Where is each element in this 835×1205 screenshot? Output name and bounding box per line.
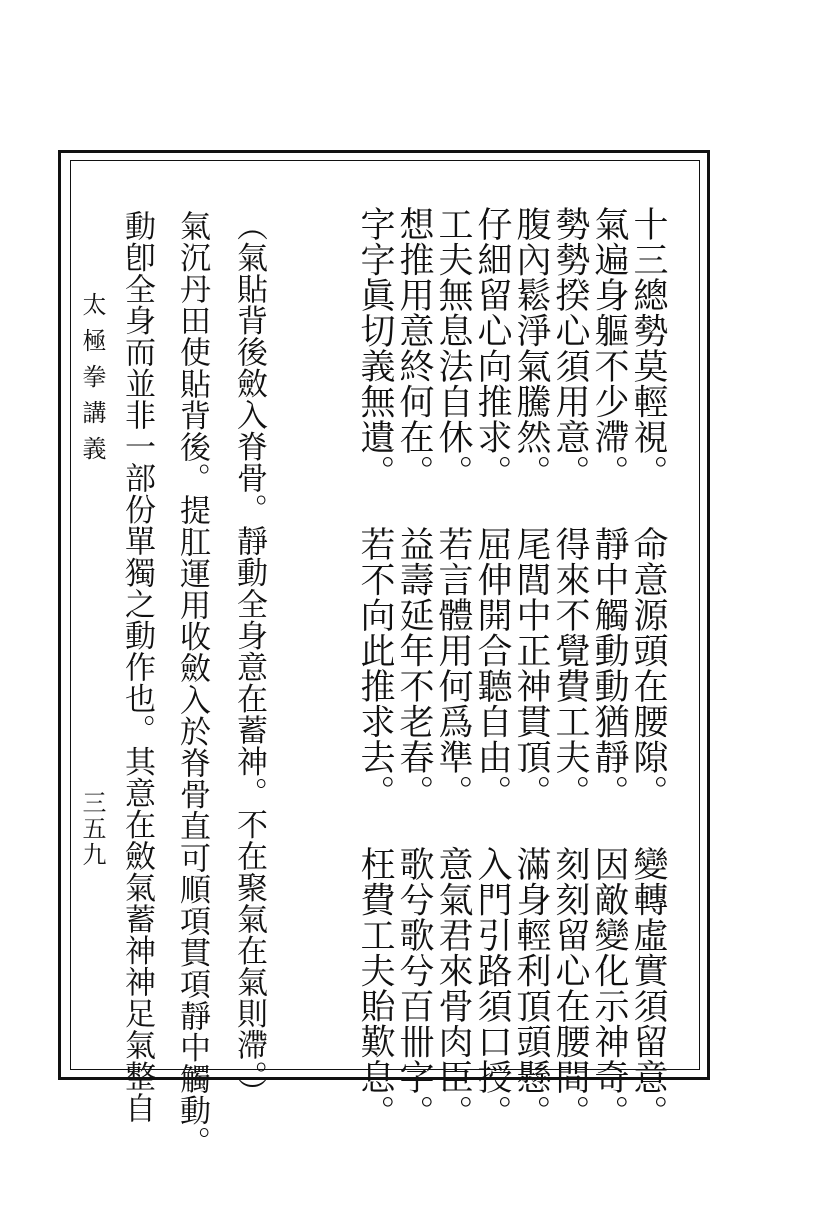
verse-column-6 <box>433 206 473 1130</box>
verse-column-1 <box>628 206 668 1130</box>
verse-2-2: 靜中觸動動猶靜。 <box>589 526 629 810</box>
verse-3-1: 勢勢揆心須用意。 <box>550 206 590 490</box>
verse-column-2 <box>589 206 629 1130</box>
verse-8-1: 字字眞切義無遺。 <box>355 206 395 490</box>
verse-2-3: 因敵變化示神奇。 <box>589 846 629 1130</box>
verse-column-8 <box>355 206 395 1130</box>
verse-7-2: 益壽延年不老春。 <box>394 526 434 810</box>
verse-4-1: 腹內鬆淨氣騰然。 <box>511 206 551 490</box>
verse-2-1: 氣遍身軀不少滯。 <box>589 206 629 490</box>
verse-1-3: 變轉虛實須留意。 <box>628 846 668 1130</box>
commentary-column-1: （氣貼背後斂入脊骨。靜動全身意在蓄神。不在聚氣在氣則滯。） <box>231 210 267 1108</box>
book-title: 太極拳講義 <box>78 292 106 472</box>
verse-5-3: 入門引路須口授。 <box>472 846 512 1130</box>
verse-column-4 <box>511 206 551 1130</box>
verse-8-2: 若不向此推求去。 <box>355 526 395 810</box>
verse-8-3: 枉費工夫貽歎息。 <box>355 846 395 1130</box>
verse-column-7 <box>394 206 434 1130</box>
verse-7-1: 想推用意終何在。 <box>394 206 434 490</box>
verse-6-1: 工夫無息法自休。 <box>433 206 473 490</box>
page-number: 三五九 <box>78 790 106 868</box>
verse-3-2: 得來不覺費工夫。 <box>550 526 590 810</box>
verse-column-5 <box>472 206 512 1130</box>
commentary-column-2: 氣沉丹田使貼背後。提肛運用收斂入於脊骨直可順項貫項靜中觸動。 <box>174 210 210 1158</box>
verse-5-1: 仔細留心向推求。 <box>472 206 512 490</box>
verse-4-2: 尾閭中正神貫頂。 <box>511 526 551 810</box>
verse-1-2: 命意源頭在腰隙。 <box>628 526 668 810</box>
verse-6-2: 若言體用何爲準。 <box>433 526 473 810</box>
verse-7-3: 歌兮歌兮百卌字。 <box>394 846 434 1130</box>
verse-1-1: 十三總勢莫輕視。 <box>628 206 668 490</box>
verse-5-2: 屈伸開合聽自由。 <box>472 526 512 810</box>
commentary-column-3: 動卽全身而並非一部份單獨之動作也。其意在斂氣蓄神神足氣整自 <box>119 210 155 1124</box>
verse-6-3: 意氣君來骨肉臣。 <box>433 846 473 1130</box>
verse-column-3 <box>550 206 590 1130</box>
verse-4-3: 滿身輕利頂頭懸。 <box>511 846 551 1130</box>
verse-3-3: 刻刻留心在腰間。 <box>550 846 590 1130</box>
